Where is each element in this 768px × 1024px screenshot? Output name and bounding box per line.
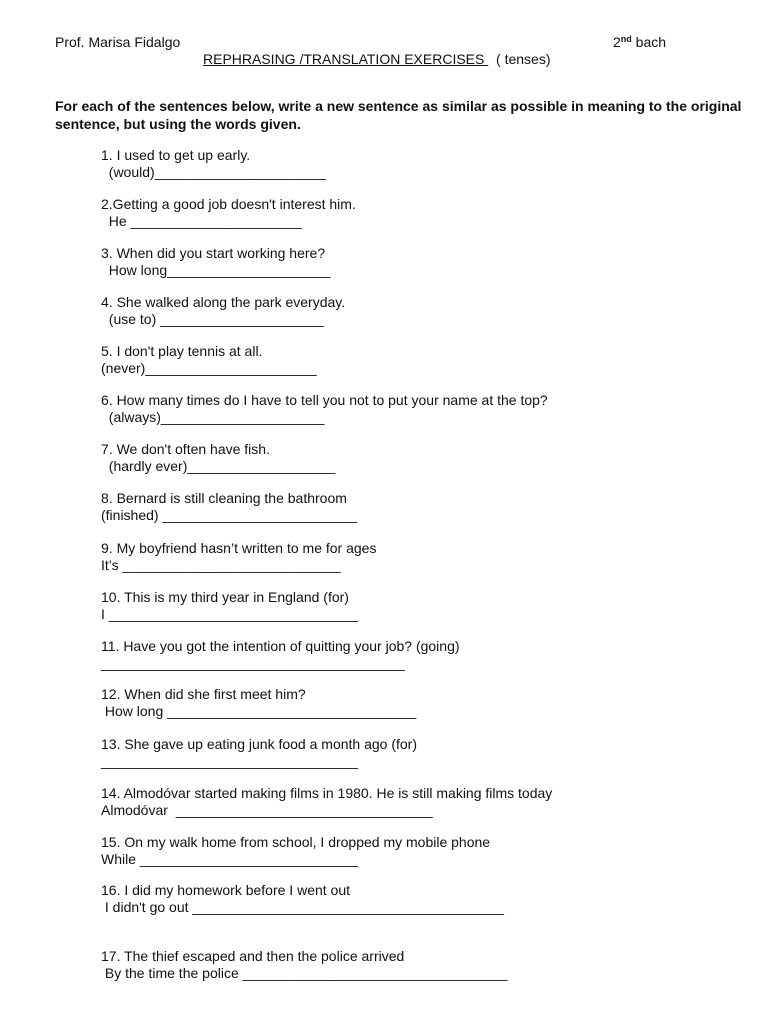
exercise-7 bbox=[101, 441, 335, 475]
exercise-prompt: 5. I don't play tennis at all. bbox=[101, 343, 263, 359]
exercise-3 bbox=[101, 245, 331, 279]
exercise-prompt: 4. She walked along the park everyday. bbox=[101, 294, 346, 310]
exercise-prompt: 10. This is my third year in England (for) bbox=[101, 589, 349, 605]
exercise-prompt: 15. On my walk home from school, I dropped my mobile phone bbox=[101, 834, 491, 850]
exercise-5 bbox=[101, 343, 317, 377]
exercise-prompt: 11. Have you got the intention of quitting your job? (going) bbox=[101, 638, 460, 654]
exercise-answer-line: (never)______________________ bbox=[101, 360, 317, 376]
exercise-answer-line: Almodóvar _________________________________ bbox=[101, 802, 433, 818]
worksheet-title-main: REPHRASING /TRANSLATION EXERCISES bbox=[203, 51, 489, 67]
exercise-answer-line: (hardly ever)___________________ bbox=[101, 458, 336, 474]
exercise-1 bbox=[101, 147, 326, 181]
class-level bbox=[613, 34, 666, 50]
exercise-answer-line: While ____________________________ bbox=[101, 851, 358, 867]
exercise-2 bbox=[101, 196, 356, 230]
exercise-6 bbox=[101, 392, 548, 426]
exercise-13 bbox=[101, 736, 417, 770]
exercise-12 bbox=[101, 686, 416, 720]
exercise-prompt: 13. She gave up eating junk food a month ago (for) bbox=[101, 736, 417, 752]
exercise-answer-line: _________________________________ bbox=[101, 753, 358, 769]
exercise-prompt: 8. Bernard is still cleaning the bathroom bbox=[101, 490, 347, 506]
class-level-word: bach bbox=[631, 34, 667, 50]
exercise-11 bbox=[101, 638, 460, 672]
class-level-number: 2 bbox=[613, 34, 621, 50]
exercise-9 bbox=[101, 540, 376, 574]
exercise-answer-line: He ______________________ bbox=[101, 213, 302, 229]
exercise-answer-line: It’s ____________________________ bbox=[101, 557, 341, 573]
exercise-prompt: 9. My boyfriend hasn’t written to me for ages bbox=[101, 540, 377, 556]
teacher-name: Prof. Marisa Fidalgo bbox=[55, 34, 181, 50]
exercise-answer-line: I didn't go out ________________________________________ bbox=[101, 899, 504, 915]
exercise-answer-line: How long ________________________________ bbox=[101, 703, 417, 719]
worksheet-title bbox=[203, 51, 551, 67]
exercise-answer-line: (would)______________________ bbox=[101, 164, 326, 180]
exercise-answer-line: How long_____________________ bbox=[101, 262, 331, 278]
class-level-ordinal: nd bbox=[620, 34, 632, 44]
exercise-17 bbox=[101, 948, 507, 982]
exercise-answer-line: (use to) _____________________ bbox=[101, 311, 324, 327]
exercise-16 bbox=[101, 882, 504, 916]
exercise-14 bbox=[101, 785, 552, 819]
exercise-answer-line: _______________________________________ bbox=[101, 655, 405, 671]
exercise-prompt: 2.Getting a good job doesn't interest him. bbox=[101, 196, 356, 212]
exercise-prompt: 17. The thief escaped and then the police arrived bbox=[101, 948, 405, 964]
exercise-4 bbox=[101, 294, 345, 328]
exercise-prompt: 14. Almodóvar started making films in 1980. He is still making films today bbox=[101, 785, 553, 801]
exercise-prompt: 12. When did she first meet him? bbox=[101, 686, 306, 702]
exercise-answer-line: By the time the police __________________________________ bbox=[101, 965, 508, 981]
instructions: For each of the sentences below, write a new sentence as similar as possible in meaning to the original sentence, but using the words given. bbox=[55, 98, 742, 132]
exercise-15 bbox=[101, 834, 490, 868]
exercise-prompt: 6. How many times do I have to tell you not to put your name at the top? bbox=[101, 392, 548, 408]
exercise-answer-line: (always)_____________________ bbox=[101, 409, 325, 425]
exercise-prompt: 1. I used to get up early. bbox=[101, 147, 251, 163]
exercise-10 bbox=[101, 589, 358, 623]
exercise-answer-line: I ________________________________ bbox=[101, 606, 358, 622]
worksheet-title-suffix: ( tenses) bbox=[488, 51, 551, 67]
exercise-answer-line: (finished) _________________________ bbox=[101, 507, 358, 523]
exercise-prompt: 3. When did you start working here? bbox=[101, 245, 326, 261]
exercise-8 bbox=[101, 490, 357, 524]
exercise-prompt: 16. I did my homework before I went out bbox=[101, 882, 351, 898]
exercise-prompt: 7. We don't often have fish. bbox=[101, 441, 270, 457]
